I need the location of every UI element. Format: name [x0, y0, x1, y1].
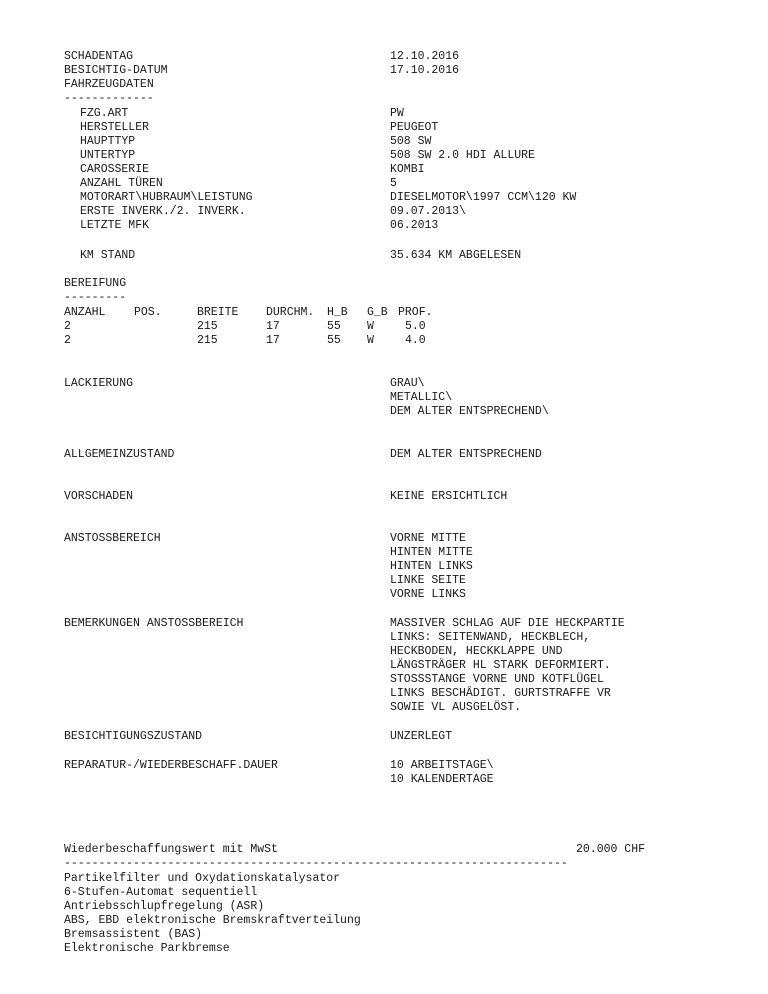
- motor-value: DIESELMOTOR\1997 CCM\120 KW: [390, 191, 577, 204]
- tire-breite: 215: [197, 334, 218, 347]
- reparaturdauer-line: 10 ARBEITSTAGE\: [390, 759, 494, 772]
- tire-durchm: 17: [266, 320, 280, 333]
- tire-col-hb: H_B: [327, 306, 348, 319]
- bemerkungen-line: LINKS: SEITENWAND, HECKBLECH,: [390, 631, 591, 644]
- fzg-art-value: PW: [390, 107, 404, 120]
- tire-col-pos: POS.: [134, 306, 162, 319]
- anstossbereich-line: HINTEN LINKS: [390, 560, 473, 573]
- lackierung-line: GRAU\: [390, 377, 425, 390]
- list-item: Partikelfilter und Oxydationskatalysator: [64, 872, 341, 885]
- list-item: Bremsassistent (BAS): [64, 928, 203, 941]
- reparaturdauer-line: 10 KALENDERTAGE: [390, 773, 494, 786]
- reparaturdauer-label: REPARATUR-/WIEDERBESCHAFF.DAUER: [64, 759, 278, 772]
- wiederbeschaffungswert-amount: 20.000 CHF: [576, 843, 646, 856]
- anstossbereich-line: VORNE MITTE: [390, 532, 466, 545]
- schadentag-value: 12.10.2016: [390, 50, 460, 63]
- bemerkungen-line: STOSSSTANGE VORNE UND KOTFLÜGEL: [390, 673, 604, 686]
- lackierung-line: METALLIC\: [390, 391, 453, 404]
- wiederbeschaffungswert-rule: -------------------------------------------------------------------------: [64, 857, 568, 870]
- tire-durchm: 17: [266, 334, 280, 347]
- hersteller-label: HERSTELLER: [80, 121, 150, 134]
- tire-gb: W: [367, 320, 374, 333]
- anstossbereich-line: VORNE LINKS: [390, 588, 466, 601]
- letzte-mfk-value: 06.2013: [390, 219, 439, 232]
- vorschaden-label: VORSCHADEN: [64, 490, 134, 503]
- inverkehrsetzung-label: ERSTE INVERK./2. INVERK.: [80, 205, 246, 218]
- bemerkungen-line: LÄNGSTRÄGER HL STARK DEFORMIERT.: [390, 659, 611, 672]
- anstossbereich-label: ANSTOSSBEREICH: [64, 532, 161, 545]
- tire-col-breite: BREITE: [197, 306, 239, 319]
- tire-prof: 5.0: [405, 320, 426, 333]
- tire-hb: 55: [327, 334, 341, 347]
- besichtigungszustand-value: UNZERLEGT: [390, 730, 453, 743]
- anstossbereich-line: LINKE SEITE: [390, 574, 466, 587]
- fahrzeugdaten-rule: -------------: [64, 92, 154, 105]
- bereifung-rule: ---------: [64, 291, 127, 304]
- carosserie-label: CAROSSERIE: [80, 163, 150, 176]
- inverkehrsetzung-value: 09.07.2013\: [390, 205, 466, 218]
- list-item: ABS, EBD elektronische Bremskraftverteilung: [64, 914, 361, 927]
- besichtig-datum-label: BESICHTIG-DATUM: [64, 64, 168, 77]
- tire-col-durchm: DURCHM.: [266, 306, 315, 319]
- anzahl-tueren-label: ANZAHL TÜREN: [80, 177, 163, 190]
- tire-gb: W: [367, 334, 374, 347]
- allgemeinzustand-value: DEM ALTER ENTSPRECHEND: [390, 448, 542, 461]
- besichtig-datum-value: 17.10.2016: [390, 64, 460, 77]
- anstossbereich-line: HINTEN MITTE: [390, 546, 473, 559]
- bereifung-heading: BEREIFUNG: [64, 277, 127, 290]
- bemerkungen-line: SOWIE VL AUSGELÖST.: [390, 701, 522, 714]
- tire-col-prof: PROF.: [398, 306, 433, 319]
- motor-label: MOTORART\HUBRAUM\LEISTUNG: [80, 191, 253, 204]
- tire-breite: 215: [197, 320, 218, 333]
- tire-col-anzahl: ANZAHL: [64, 306, 106, 319]
- anzahl-tueren-value: 5: [390, 177, 397, 190]
- km-stand-value: 35.634 KM ABGELESEN: [390, 249, 522, 262]
- untertyp-value: 508 SW 2.0 HDI ALLURE: [390, 149, 535, 162]
- bemerkungen-line: HECKBODEN, HECKKLAPPE UND: [390, 645, 563, 658]
- tire-anzahl: 2: [64, 334, 71, 347]
- fzg-art-label: FZG.ART: [80, 107, 129, 120]
- schadentag-label: SCHADENTAG: [64, 50, 134, 63]
- fahrzeugdaten-heading: FAHRZEUGDATEN: [64, 78, 154, 91]
- carosserie-value: KOMBI: [390, 163, 425, 176]
- bemerkungen-label: BEMERKUNGEN ANSTOSSBEREICH: [64, 617, 244, 630]
- hersteller-value: PEUGEOT: [390, 121, 439, 134]
- list-item: Antriebsschlupfregelung (ASR): [64, 900, 265, 913]
- letzte-mfk-label: LETZTE MFK: [80, 219, 150, 232]
- haupttyp-value: 508 SW: [390, 135, 432, 148]
- list-item: Elektronische Parkbremse: [64, 942, 230, 955]
- bemerkungen-line: MASSIVER SCHLAG AUF DIE HECKPARTIE: [390, 617, 625, 630]
- tire-anzahl: 2: [64, 320, 71, 333]
- tire-hb: 55: [327, 320, 341, 333]
- list-item: 6-Stufen-Automat sequentiell: [64, 886, 258, 899]
- lackierung-label: LACKIERUNG: [64, 377, 134, 390]
- km-stand-label: KM STAND: [80, 249, 136, 262]
- tire-prof: 4.0: [405, 334, 426, 347]
- haupttyp-label: HAUPTTYP: [80, 135, 136, 148]
- untertyp-label: UNTERTYP: [80, 149, 136, 162]
- wiederbeschaffungswert-label: Wiederbeschaffungswert mit MwSt: [64, 843, 278, 856]
- besichtigungszustand-label: BESICHTIGUNGSZUSTAND: [64, 730, 203, 743]
- bemerkungen-line: LINKS BESCHÄDIGT. GURTSTRAFFE VR: [390, 687, 611, 700]
- lackierung-line: DEM ALTER ENTSPRECHEND\: [390, 405, 549, 418]
- vorschaden-value: KEINE ERSICHTLICH: [390, 490, 508, 503]
- allgemeinzustand-label: ALLGEMEINZUSTAND: [64, 448, 175, 461]
- tire-col-gb: G_B: [367, 306, 388, 319]
